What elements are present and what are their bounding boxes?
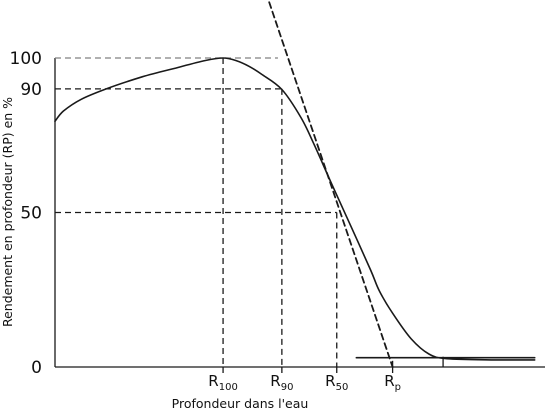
series-curve [55,58,535,360]
x-marker-label-R100: $R_{100}$ [208,372,238,393]
marker-lines-group [223,58,443,373]
y-tick-label-100: 100 [9,49,42,69]
x-axis-title: Profondeur dans l'eau [171,396,309,411]
x-marker-labels-group [208,372,401,393]
plot-group [10,0,545,393]
y-tick-label-50: 50 [20,203,42,224]
series-group [55,0,535,367]
x-marker-label-Rp: $R_p$ [384,372,402,393]
y-tick-label-90: 90 [20,79,42,100]
reference-lines-group [55,58,337,213]
series-tangent [256,0,392,367]
y-axis-title: Rendement en profondeur (RP) en % [0,96,15,328]
x-marker-label-R50: $R_{50}$ [325,372,349,393]
x-marker-label-R90: $R_{90}$ [270,372,294,393]
y-tick-label-0: 0 [31,358,42,378]
